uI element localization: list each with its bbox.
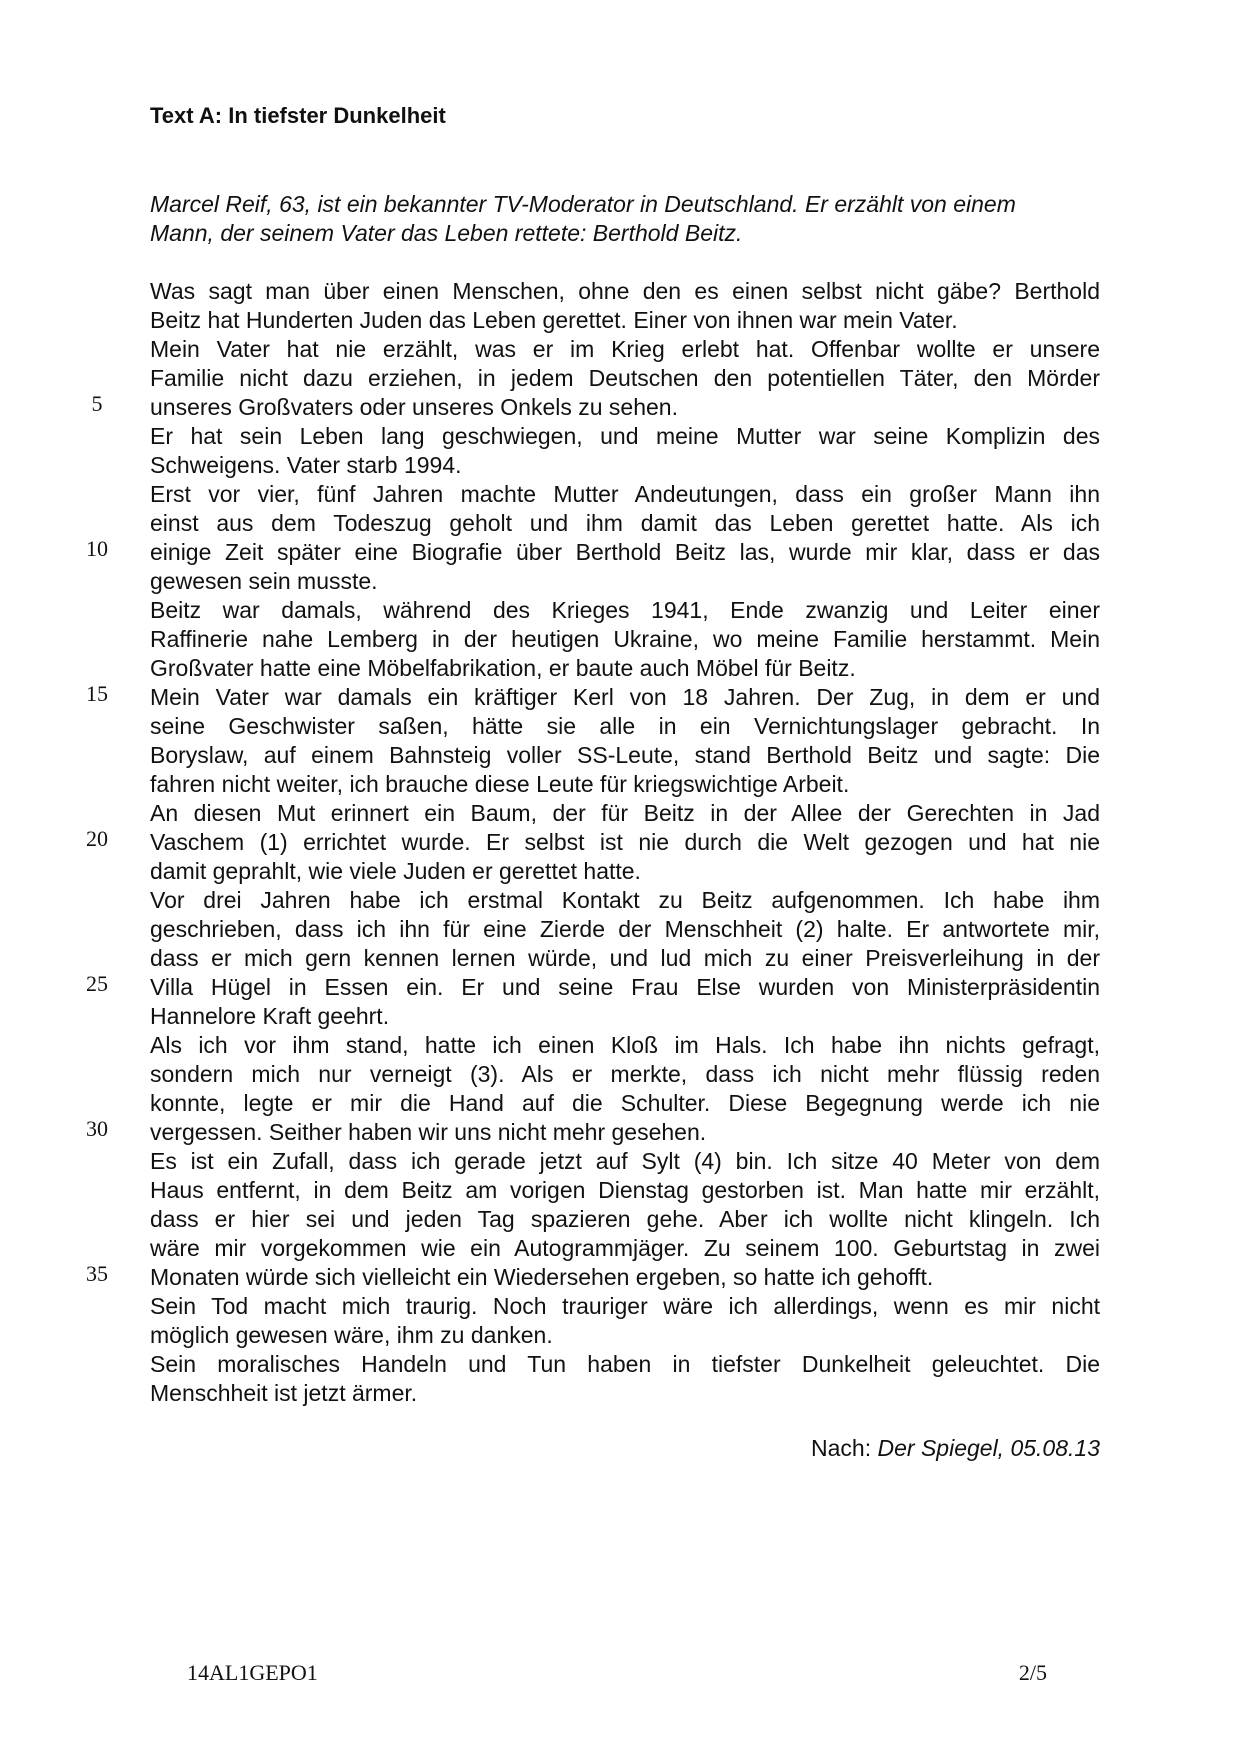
text-line: Familie nicht dazu erziehen, in jedem Deutschen den potentiellen Täter, den Mörder <box>150 365 1100 391</box>
text-line: Haus entfernt, in dem Beitz am vorigen Dienstag gestorben ist. Man hatte mir erzählt, <box>150 1177 1100 1203</box>
text-line: dass er mich gern kennen lernen würde, und lud mich zu einer Preisverleihung in der <box>150 945 1100 971</box>
text-line: Beitz hat Hunderten Juden das Leben gerettet. Einer von ihnen war mein Vater. <box>150 307 958 333</box>
line-number: 25 <box>86 971 108 996</box>
text-line: konnte, legte er mir die Hand auf die Schulter. Diese Begegnung werde ich nie <box>150 1090 1100 1116</box>
article-body <box>150 277 1100 1408</box>
line-number: 5 <box>91 391 103 416</box>
text-line: Menschheit ist jetzt ärmer. <box>150 1380 418 1406</box>
text-line: dass er hier sei und jeden Tag spazieren gehe. Aber ich wollte nicht klingeln. Ich <box>150 1206 1100 1232</box>
text-line: geschrieben, dass ich ihn für eine Zierde der Menschheit (2) halte. Er antwortete mir, <box>150 916 1100 942</box>
text-line: Beitz war damals, während des Krieges 1941, Ende zwanzig und Leiter einer <box>150 597 1100 623</box>
text-line: Sein Tod macht mich traurig. Noch trauriger wäre ich allerdings, wenn es mir nicht <box>150 1293 1100 1319</box>
text-line: Boryslaw, auf einem Bahnsteig voller SS-Leute, stand Berthold Beitz und sagte: Die <box>150 742 1100 768</box>
text-line: Erst vor vier, fünf Jahren machte Mutter Andeutungen, dass ein großer Mann ihn <box>150 481 1100 507</box>
text-line: Mein Vater war damals ein kräftiger Kerl von 18 Jahren. Der Zug, in dem er und <box>150 684 1100 710</box>
text-line: Monaten würde sich vielleicht ein Wiedersehen ergeben, so hatte ich gehofft. <box>150 1264 934 1290</box>
text-line: Was sagt man über einen Menschen, ohne den es einen selbst nicht gäbe? Berthold <box>150 278 1100 304</box>
text-line: vergessen. Seither haben wir uns nicht mehr gesehen. <box>150 1119 707 1145</box>
text-line: einst aus dem Todeszug geholt und ihm damit das Leben gerettet hatte. Als ich <box>150 510 1100 536</box>
text-line: unseres Großvaters oder unseres Onkels zu sehen. <box>150 394 678 420</box>
text-line: Vaschem (1) errichtet wurde. Er selbst ist nie durch die Welt gezogen und hat nie <box>150 829 1100 855</box>
page-number: 2/5 <box>1018 1660 1047 1685</box>
source-prefix: Nach: <box>811 1435 878 1461</box>
text-line: einige Zeit später eine Biografie über Berthold Beitz las, wurde mir klar, dass er das <box>150 539 1100 565</box>
text-line: Als ich vor ihm stand, hatte ich einen Kloß im Hals. Ich habe ihn nichts gefragt, <box>150 1032 1100 1058</box>
text-line: Großvater hatte eine Möbelfabrikation, er baute auch Möbel für Beitz. <box>150 655 856 681</box>
text-line: Raffinerie nahe Lemberg in der heutigen Ukraine, wo meine Familie herstammt. Mein <box>150 626 1100 652</box>
document-title: Text A: In tiefster Dunkelheit <box>150 103 446 128</box>
text-line: Sein moralisches Handeln und Tun haben in tiefster Dunkelheit geleuchtet. Die <box>150 1351 1100 1377</box>
text-line: wäre mir vorgekommen wie ein Autogrammjäger. Zu seinem 100. Geburtstag in zwei <box>150 1235 1100 1261</box>
exam-code: 14AL1GEPO1 <box>187 1660 318 1685</box>
line-number: 20 <box>86 826 108 851</box>
line-number: 15 <box>86 681 108 706</box>
text-line: Schweigens. Vater starb 1994. <box>150 452 462 478</box>
source-citation <box>811 1435 1100 1462</box>
text-line: Vor drei Jahren habe ich erstmal Kontakt zu Beitz aufgenommen. Ich habe ihm <box>150 887 1100 913</box>
intro-line: Marcel Reif, 63, ist ein bekannter TV-Moderator in Deutschland. Er erzählt von einem <box>150 191 1016 217</box>
intro-paragraph <box>150 190 1100 248</box>
text-line: An diesen Mut erinnert ein Baum, der für Beitz in der Allee der Gerechten in Jad <box>150 800 1100 826</box>
intro-line: Mann, der seinem Vater das Leben rettete: Berthold Beitz. <box>150 220 743 246</box>
text-line: Mein Vater hat nie erzählt, was er im Krieg erlebt hat. Offenbar wollte er unsere <box>150 336 1100 362</box>
line-number: 10 <box>86 536 108 561</box>
line-number: 35 <box>86 1261 108 1286</box>
text-line: Es ist ein Zufall, dass ich gerade jetzt auf Sylt (4) bin. Ich sitze 40 Meter von dem <box>150 1148 1100 1174</box>
text-line: sondern mich nur verneigt (3). Als er merkte, dass ich nicht mehr flüssig reden <box>150 1061 1100 1087</box>
text-line: Villa Hügel in Essen ein. Er und seine Frau Else wurden von Ministerpräsidentin <box>150 974 1100 1000</box>
text-line: seine Geschwister saßen, hätte sie alle in ein Vernichtungslager gebracht. In <box>150 713 1100 739</box>
text-line: gewesen sein musste. <box>150 568 378 594</box>
text-line: damit geprahlt, wie viele Juden er gerettet hatte. <box>150 858 641 884</box>
text-line: möglich gewesen wäre, ihm zu danken. <box>150 1322 553 1348</box>
source-title: Der Spiegel, 05.08.13 <box>877 1435 1100 1461</box>
text-line: Hannelore Kraft geehrt. <box>150 1003 390 1029</box>
text-line: fahren nicht weiter, ich brauche diese Leute für kriegswichtige Arbeit. <box>150 771 850 797</box>
line-number: 30 <box>86 1116 108 1141</box>
text-line: Er hat sein Leben lang geschwiegen, und meine Mutter war seine Komplizin des <box>150 423 1100 449</box>
